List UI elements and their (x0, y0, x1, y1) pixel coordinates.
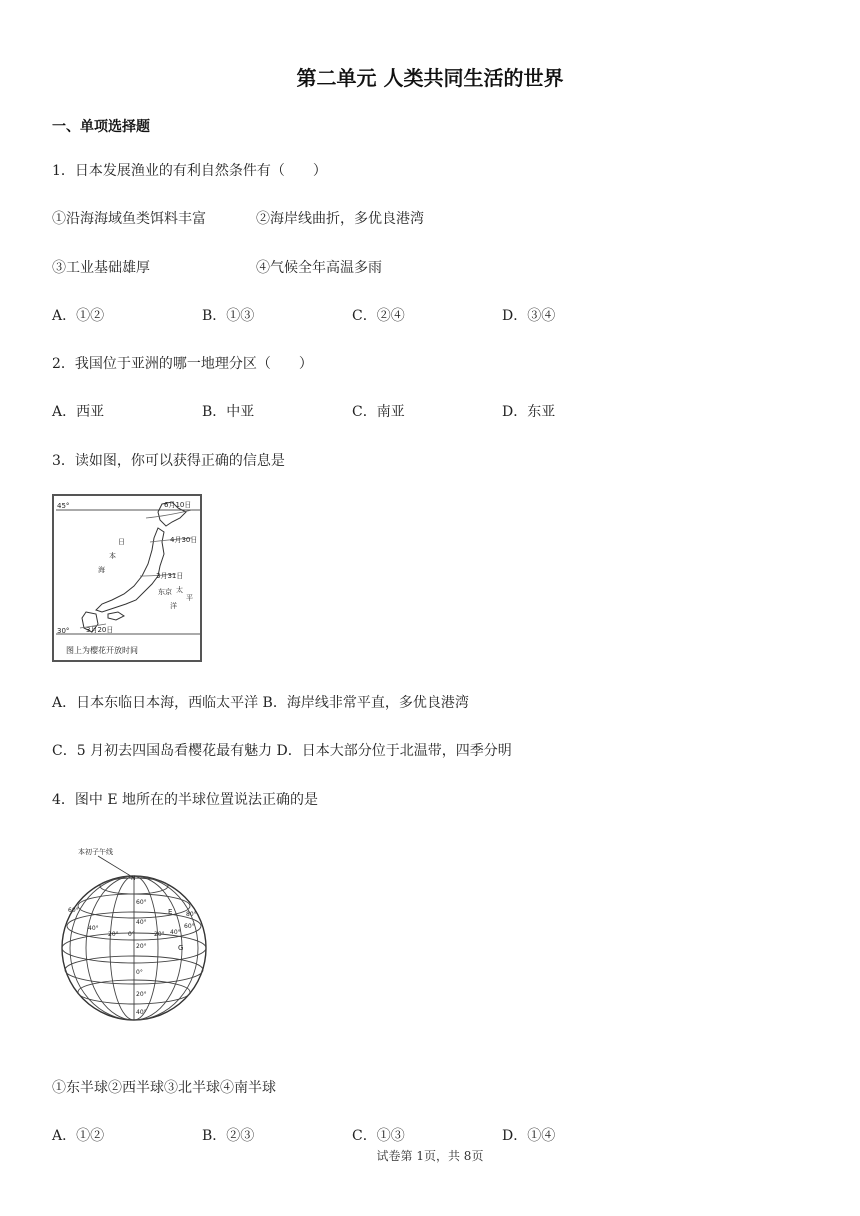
q1-option-d[interactable]: D．③④ (502, 308, 556, 324)
lon-left-label-2: 40° (88, 925, 99, 932)
q1-option-a[interactable]: A．①② (52, 308, 105, 324)
lat-label-5: 20° (136, 991, 147, 998)
q3-stem: 3．读如图，你可以获得正确的信息是 (52, 453, 285, 469)
sea-label-3: 海 (98, 566, 105, 574)
lon-left-label-3: 20° (108, 931, 119, 938)
lon-left-label-1: 60° (68, 907, 79, 914)
q3-option-ab[interactable]: A．日本东临日本海，西临太平洋 B．海岸线非常平直，多优良港湾 (52, 695, 469, 711)
lat-label-3: 20° (136, 943, 147, 950)
ocean-label-1: 太 (176, 586, 183, 594)
city-label: 东京 (158, 588, 172, 596)
q2-option-a[interactable]: A．西亚 (52, 404, 105, 420)
ocean-label-3: 洋 (170, 602, 177, 610)
q1-item-4: ④气候全年高温多雨 (256, 260, 382, 276)
lat-label-2: 40° (136, 919, 147, 926)
date-label-3: 3月31日 (156, 572, 184, 580)
point-g-label: G (178, 944, 184, 952)
date-label-4: 3月20日 (86, 626, 114, 634)
lat-bottom-label: 30° (57, 627, 70, 635)
q4-option-d[interactable]: D．①④ (502, 1128, 556, 1144)
q2-option-b[interactable]: B．中亚 (202, 404, 255, 420)
q4-option-b[interactable]: B．②③ (202, 1128, 255, 1144)
globe-graphic (58, 842, 210, 1024)
sea-label-1: 日 (118, 538, 125, 546)
map-caption: 图上为樱花开放时间 (66, 646, 138, 655)
q4-stem: 4．图中 E 地所在的半球位置说法正确的是 (52, 792, 319, 808)
page-title: 第二单元 人类共同生活的世界 (296, 66, 564, 90)
pole-label: N (131, 875, 136, 882)
lon-right-label-4: 80° (186, 911, 197, 918)
globe-figure (58, 842, 210, 1024)
date-label-2: 4月30日 (170, 536, 198, 544)
ocean-label-2: 平 (186, 594, 193, 602)
lat-label-6: 40° (136, 1009, 147, 1016)
lon-right-label-1: 20° (154, 931, 165, 938)
q3-option-cd[interactable]: C．5 月初去四国岛看樱花最有魅力 D．日本大部分位于北温带，四季分明 (52, 743, 512, 759)
japan-map-graphic (54, 496, 200, 660)
meridian-label: 本初子午线 (78, 848, 113, 856)
lat-top-label: 45° (57, 502, 70, 510)
q1-option-c[interactable]: C．②④ (352, 308, 405, 324)
point-e-label: E (168, 908, 173, 916)
lon-right-label-2: 40° (170, 929, 181, 936)
q1-option-b[interactable]: B．①③ (202, 308, 255, 324)
lat-label-1: 60° (136, 899, 147, 906)
q1-item-3: ③工业基础雄厚 (52, 260, 150, 276)
page-footer: 试卷第 1页，共 8页 (376, 1149, 484, 1163)
q4-option-a[interactable]: A．①② (52, 1128, 105, 1144)
sea-label-2: 本 (109, 552, 116, 560)
q4-items: ①东半球②西半球③北半球④南半球 (52, 1080, 276, 1096)
japan-cherry-blossom-map (52, 494, 202, 662)
q2-option-c[interactable]: C．南亚 (352, 404, 405, 420)
q4-option-c[interactable]: C．①③ (352, 1128, 405, 1144)
q1-item-1: ①沿海海域鱼类饵料丰富 (52, 211, 206, 227)
lon-left-label-4: 0° (128, 931, 135, 938)
q1-stem: 1．日本发展渔业的有利自然条件有（ ） (52, 163, 327, 179)
lon-right-label-3: 60° (184, 923, 195, 930)
q2-option-d[interactable]: D．东亚 (502, 404, 556, 420)
section-heading: 一、单项选择题 (52, 119, 150, 135)
lat-label-4: 0° (136, 969, 143, 976)
q2-stem: 2．我国位于亚洲的哪一地理分区（ ） (52, 356, 313, 372)
date-label-1: 6月10日 (164, 501, 192, 509)
q1-item-2: ②海岸线曲折，多优良港湾 (256, 211, 424, 227)
